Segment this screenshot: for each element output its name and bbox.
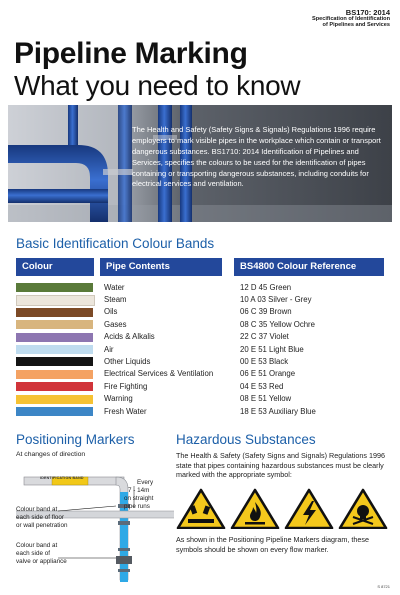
standard-reference	[312, 9, 390, 29]
hero-banner	[8, 105, 392, 222]
hazard-symbols	[176, 487, 390, 529]
label-floor-2: each side of floor	[16, 514, 64, 521]
colour-swatch	[16, 357, 93, 366]
column-header-reference: BS4800 Colour Reference	[234, 258, 384, 276]
colour-reference-cell: 22 C 37 Violet	[240, 332, 289, 342]
colour-swatch	[16, 308, 93, 317]
toxic-icon	[340, 490, 386, 528]
distance-every: Every	[137, 479, 154, 486]
colour-swatch	[16, 370, 93, 379]
colour-swatch	[16, 382, 93, 391]
standard-desc-2: of Pipelines and Services	[322, 21, 390, 28]
pipe-contents-cell: Air	[104, 344, 114, 354]
distance-runs: pipe runs	[124, 503, 150, 510]
colour-reference-cell: 12 D 45 Green	[240, 282, 292, 292]
colour-reference-cell: 04 E 53 Red	[240, 381, 284, 391]
pipe-contents-cell: Gases	[104, 319, 127, 329]
label-valve-1: Colour band at	[16, 542, 58, 549]
colour-reference-cell: 18 E 53 Auxiliary Blue	[240, 406, 316, 416]
hazardous-heading: Hazardous Substances	[176, 432, 316, 447]
distance-range: 7 - 14m	[128, 487, 150, 494]
page-subtitle: What you need to know	[14, 70, 301, 101]
positioning-heading: Positioning Markers	[16, 432, 135, 447]
colour-swatch	[16, 407, 93, 416]
corrosive-icon	[178, 490, 224, 528]
bands-heading: Basic Identification Colour Bands	[16, 236, 215, 251]
pipe-contents-cell: Warning	[104, 394, 133, 404]
colour-reference-cell: 06 E 51 Orange	[240, 369, 296, 379]
pipe-contents-cell: Other Liquids	[104, 356, 151, 366]
colour-swatch	[16, 333, 93, 342]
pipe-contents-cell: Fire Fighting	[104, 381, 148, 391]
footer-code: S 8721	[377, 584, 390, 589]
pipe-contents-cell: Acids & Alkalis	[104, 332, 155, 342]
pipe-contents-cell: Fresh Water	[104, 406, 147, 416]
colour-swatch	[16, 320, 93, 329]
colour-reference-cell: 06 C 39 Brown	[240, 307, 292, 317]
page-title: Pipeline Marking	[14, 37, 248, 70]
label-valve-3: valve or appliance	[16, 558, 67, 565]
colour-swatch	[16, 345, 93, 354]
hazardous-text-1: The Health & Safety (Safety Signs and Signals) Regulations 1996 state that pipes containing hazardous substances must be clearly marked with the appropriate symbol:	[176, 451, 385, 480]
positioning-subheading: At changes of direction	[16, 451, 86, 458]
label-floor-1: Colour band at	[16, 506, 58, 513]
electrical-icon	[286, 490, 332, 528]
colour-swatch	[16, 295, 95, 306]
pipe-contents-cell: Water	[104, 282, 125, 292]
marker-label: IDENTIFICATION BAND	[40, 476, 84, 480]
colour-swatch	[16, 283, 93, 292]
distance-straight: on straight	[124, 495, 154, 502]
pipe-contents-cell: Electrical Services & Ventilation	[104, 369, 214, 379]
colour-reference-cell: 08 C 35 Yellow Ochre	[240, 319, 315, 329]
intro-text: The Health and Safety (Safety Signs & Signals) Regulations 1996 require employers to mark visible pipes in the workplace which contain or transport dangerous substances. BS1710: 2014 Identification of Pipelines and Services, specifies the colours to be used for the identification of pipes containing or transporting dangerous substances, including conduits for electrical services and ventilation.	[132, 125, 381, 189]
label-valve-2: each side of	[16, 550, 50, 557]
label-floor-3: or wall penetration	[16, 522, 68, 529]
hazardous-text-2: As shown in the Positioning Pipeline Markers diagram, these symbols should be shown on every flow marker.	[176, 535, 369, 554]
pipe-contents-cell: Oils	[104, 307, 118, 317]
colour-swatch	[16, 395, 93, 404]
column-header-colour: Colour	[16, 258, 94, 276]
column-header-contents: Pipe Contents	[100, 258, 222, 276]
colour-reference-cell: 00 E 53 Black	[240, 356, 289, 366]
colour-reference-cell: 10 A 03 Silver - Grey	[240, 294, 312, 304]
pipe-contents-cell: Steam	[104, 294, 127, 304]
standard-desc-1: Specification of Identification	[311, 15, 390, 22]
flammable-icon	[232, 490, 278, 528]
colour-reference-cell: 20 E 51 Light Blue	[240, 344, 304, 354]
colour-reference-cell: 08 E 51 Yellow	[240, 394, 292, 404]
standard-code: BS170: 2014	[345, 8, 390, 17]
